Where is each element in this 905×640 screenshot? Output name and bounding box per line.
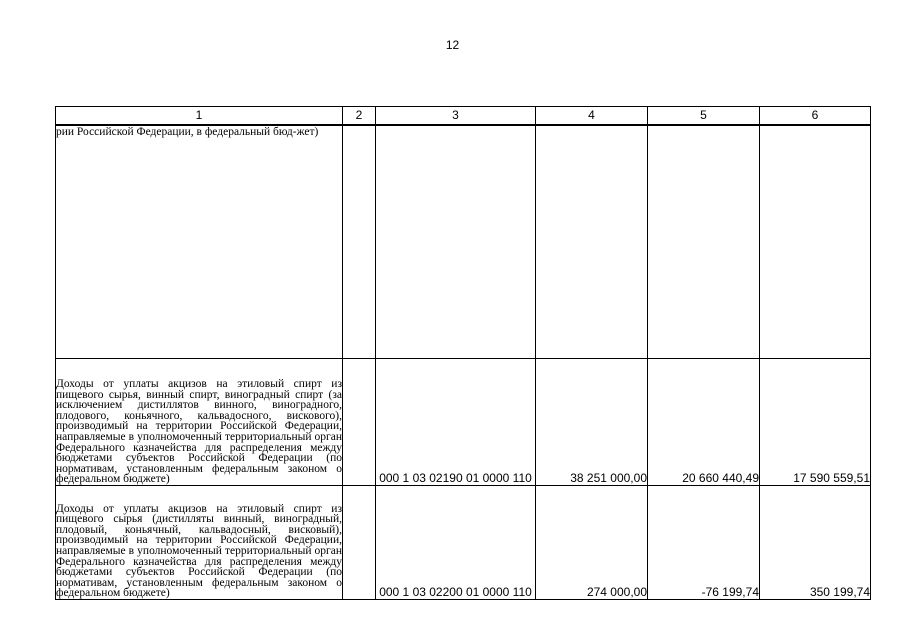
row-budget-code: 000 1 03 02200 01 0000 110 — [376, 486, 536, 600]
row-executed-amount: 20 660 440,49 — [648, 359, 760, 486]
row-budget-code: 000 1 03 02190 01 0000 110 — [376, 359, 536, 486]
row-executed-amount: -76 199,74 — [648, 486, 760, 600]
column-header-1: 1 — [56, 107, 343, 126]
table-header-row — [56, 107, 871, 126]
table-row — [56, 486, 871, 600]
column-header-2: 2 — [343, 107, 376, 126]
row-approved-amount — [536, 125, 648, 359]
row-unexecuted-amount — [760, 125, 871, 359]
row-approved-amount: 274 000,00 — [536, 486, 648, 600]
row-description: Доходы от уплаты акцизов на этиловый спирт из пищевого сырья (дистилляты винный, виноградный, плодовый, коньячный, кальвадосный, висковый), производимый на территории Российской Федерации, направляемые в уполномоченный территориальный орган Федерального казначейства для распределения между бюджетами субъектов Российской Федерации (по нормативам, установленным федеральным законом о федеральном бюджете) — [56, 486, 343, 600]
column-header-6: 6 — [760, 107, 871, 126]
column-header-5: 5 — [648, 107, 760, 126]
row-description: рии Российской Федерации, в федеральный бюд-жет) — [56, 125, 343, 359]
row-approved-amount: 38 251 000,00 — [536, 359, 648, 486]
table-row — [56, 125, 871, 359]
row-col2 — [343, 125, 376, 359]
row-unexecuted-amount: 350 199,74 — [760, 486, 871, 600]
row-budget-code — [376, 125, 536, 359]
row-col2 — [343, 486, 376, 600]
column-header-4: 4 — [536, 107, 648, 126]
row-executed-amount — [648, 125, 760, 359]
row-col2 — [343, 359, 376, 486]
row-description: Доходы от уплаты акцизов на этиловый спирт из пищевого сырья, винный спирт, виноградный спирт (за исключением дистиллятов винного, виноградного, плодового, коньячного, кальвадосного, вискового), производимый на территории Российской Федерации, направляемые в уполномоченный территориальный орган Федерального казначейства для распределения между бюджетами субъектов Российской Федерации (по нормативам, установленным федеральным законом о федеральном бюджете) — [56, 359, 343, 486]
revenue-table — [55, 106, 871, 600]
column-header-3: 3 — [376, 107, 536, 126]
page-number: 12 — [445, 38, 460, 52]
table-row — [56, 359, 871, 486]
row-unexecuted-amount: 17 590 559,51 — [760, 359, 871, 486]
